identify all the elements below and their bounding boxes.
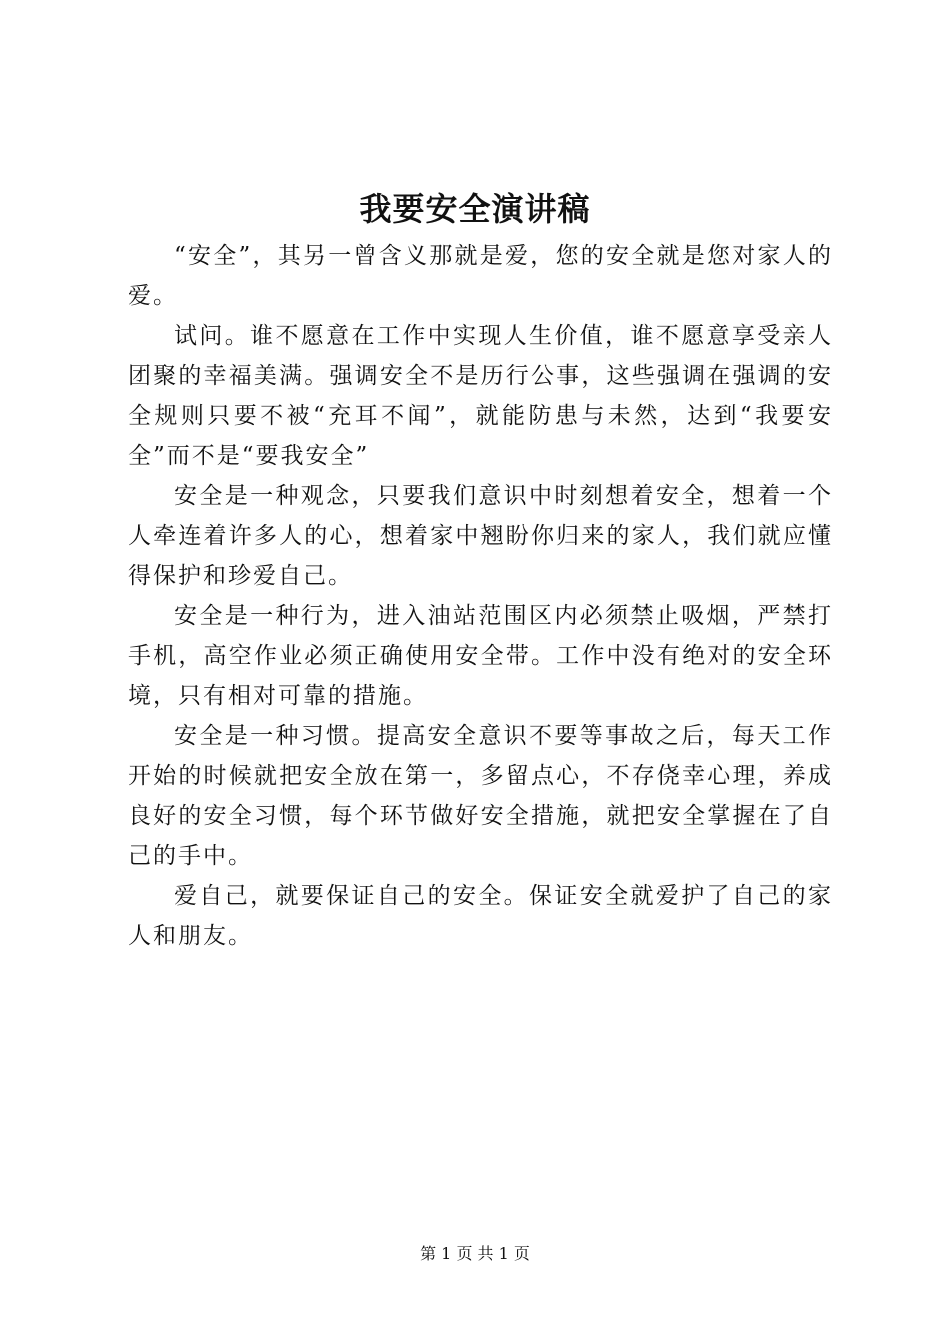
paragraph-1: “安全”，其另一曾含义那就是爱，您的安全就是您对家人的爱。 bbox=[128, 243, 833, 309]
paragraph-4: 安全是一种行为，进入油站范围区内必须禁止吸烟，严禁打手机，高空作业必须正确使用安全带。工作中没有绝对的安全环境，只有相对可靠的措施。 bbox=[128, 603, 833, 709]
paragraph-2: 试问。谁不愿意在工作中实现人生价值，谁不愿意享受亲人团聚的幸福美满。强调安全不是历行公事，这些强调在强调的安全规则只要不被“充耳不闻”，就能防患与未然，达到“我要安全”而不是“要我安全” bbox=[128, 323, 833, 469]
paragraph-3: 安全是一种观念，只要我们意识中时刻想着安全，想着一个人牵连着许多人的心，想着家中翘盼你归来的家人，我们就应懂得保护和珍爱自己。 bbox=[128, 483, 833, 589]
page-footer: 第 1 页 共 1 页 bbox=[420, 1244, 530, 1263]
document-title: 我要安全演讲稿 bbox=[359, 190, 591, 228]
paragraph-6: 爱自己，就要保证自己的安全。保证安全就爱护了自己的家人和朋友。 bbox=[128, 883, 833, 949]
paragraph-5: 安全是一种习惯。提高安全意识不要等事故之后，每天工作开始的时候就把安全放在第一，多留点心，不存侥幸心理，养成良好的安全习惯，每个环节做好安全措施，就把安全掌握在了自己的手中。 bbox=[128, 723, 833, 869]
document-body bbox=[128, 236, 833, 956]
